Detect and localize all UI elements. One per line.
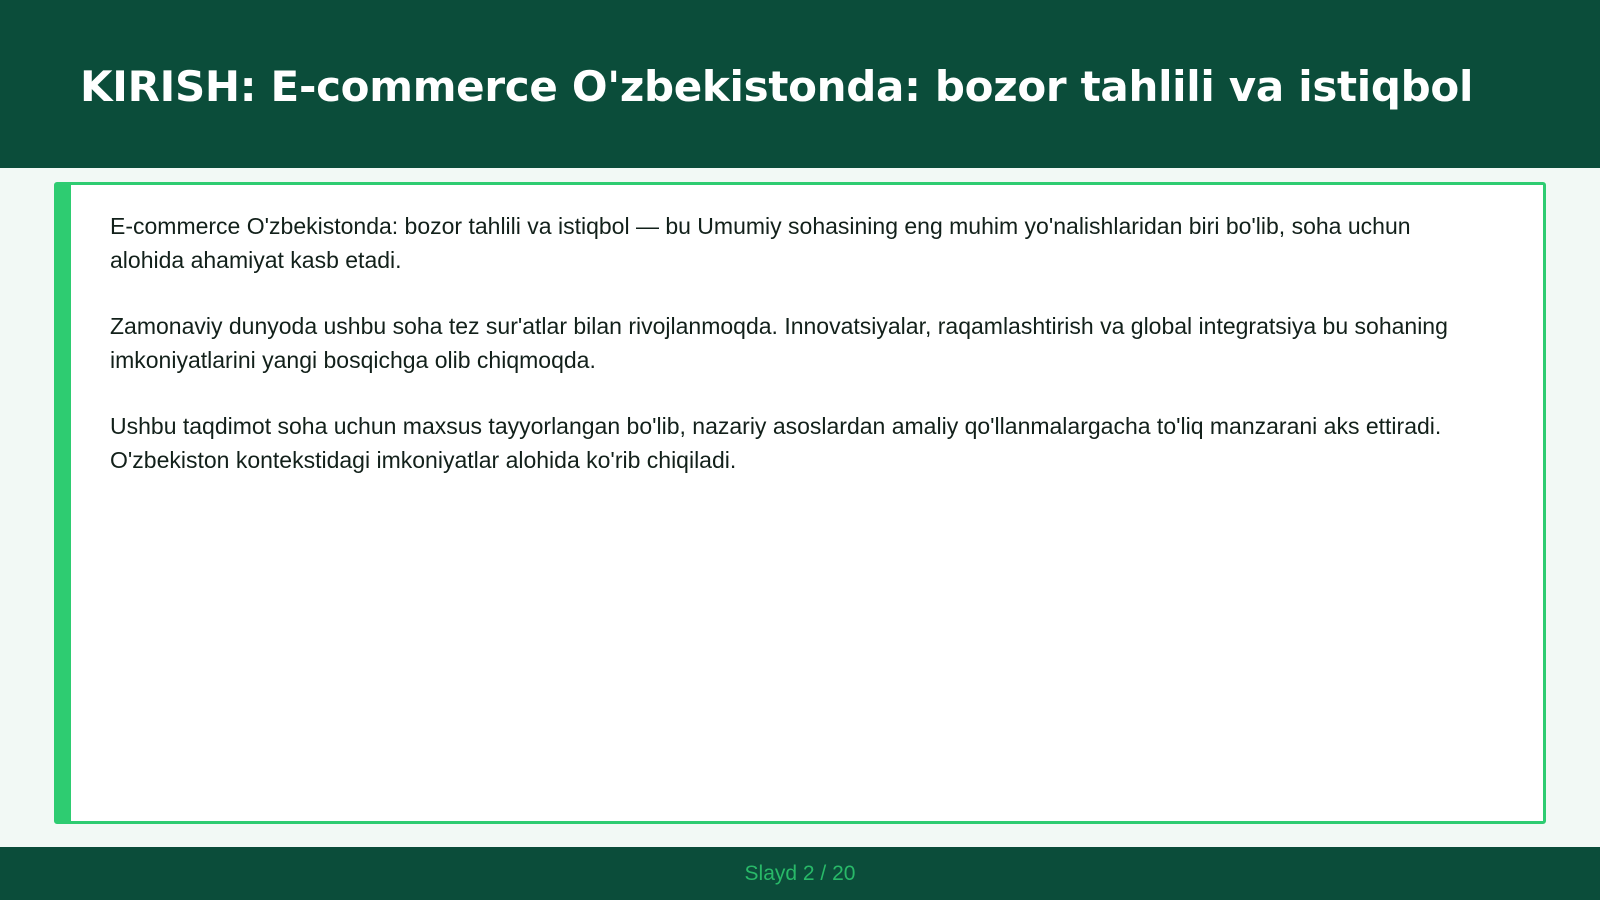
content-card (54, 182, 1546, 824)
slide-header (0, 0, 1600, 168)
paragraph-intro: E-commerce O'zbekistonda: bozor tahlili va istiqbol — bu Umumiy sohasining eng muhim yo'nalishlaridan biri bo'lib, soha uchun alohida ahamiyat kasb etadi. (110, 213, 1411, 273)
paragraph-presentation-purpose: Ushbu taqdimot soha uchun maxsus tayyorlangan bo'lib, nazariy asoslardan amaliy qo'llanmalargacha to'liq manzarani aks ettiradi. O'zbekiston kontekstidagi imkoniyatlar alohida ko'rib chiqiladi. (110, 413, 1442, 473)
slide-counter: Slayd 2 / 20 (744, 862, 856, 885)
content-body (110, 210, 1460, 510)
slide-title: KIRISH: E-commerce O'zbekistonda: bozor tahlili va istiqbol (80, 62, 1474, 111)
slide-footer (0, 847, 1600, 900)
paragraph-modern-world: Zamonaviy dunyoda ushbu soha tez sur'atlar bilan rivojlanmoqda. Innovatsiyalar, raqamlashtirish va global integratsiya bu sohaning imkoniyatlarini yangi bosqichga olib chiqmoqda. (110, 313, 1448, 373)
